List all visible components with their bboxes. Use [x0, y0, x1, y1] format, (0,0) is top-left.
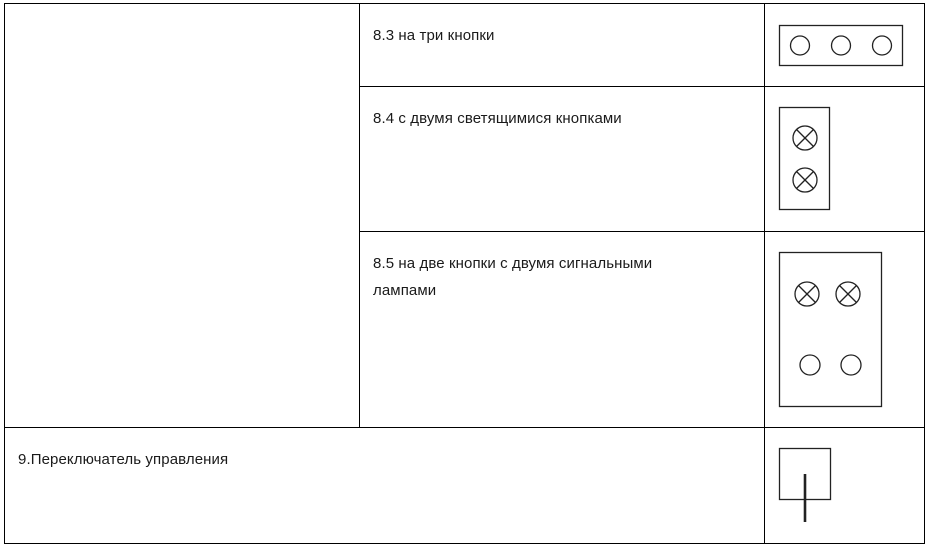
- row-8-4-label: 8.4 с двумя светящимися кнопками: [373, 110, 622, 127]
- table-border-right: [924, 3, 925, 544]
- column-divider: [764, 3, 765, 544]
- row-8-3-label: 8.3 на три кнопки: [373, 27, 495, 44]
- row-9-label: 9.Переключатель управления: [18, 451, 229, 468]
- row-divider: [4, 427, 925, 428]
- table-border-bottom: [4, 543, 925, 544]
- row-divider: [359, 231, 925, 232]
- table-border-left: [4, 3, 5, 544]
- two-lit-buttons-icon: [779, 107, 831, 211]
- column-divider: [359, 3, 360, 428]
- control-switch-icon: [779, 448, 833, 524]
- row-divider: [359, 86, 925, 87]
- table-border-top: [4, 3, 925, 4]
- row-8-5-label-line2: лампами: [373, 282, 437, 299]
- row-8-5-label-line1: 8.5 на две кнопки с двумя сигнальными: [373, 255, 653, 272]
- two-buttons-two-lamps-icon: [779, 252, 884, 408]
- three-buttons-icon: [779, 25, 904, 67]
